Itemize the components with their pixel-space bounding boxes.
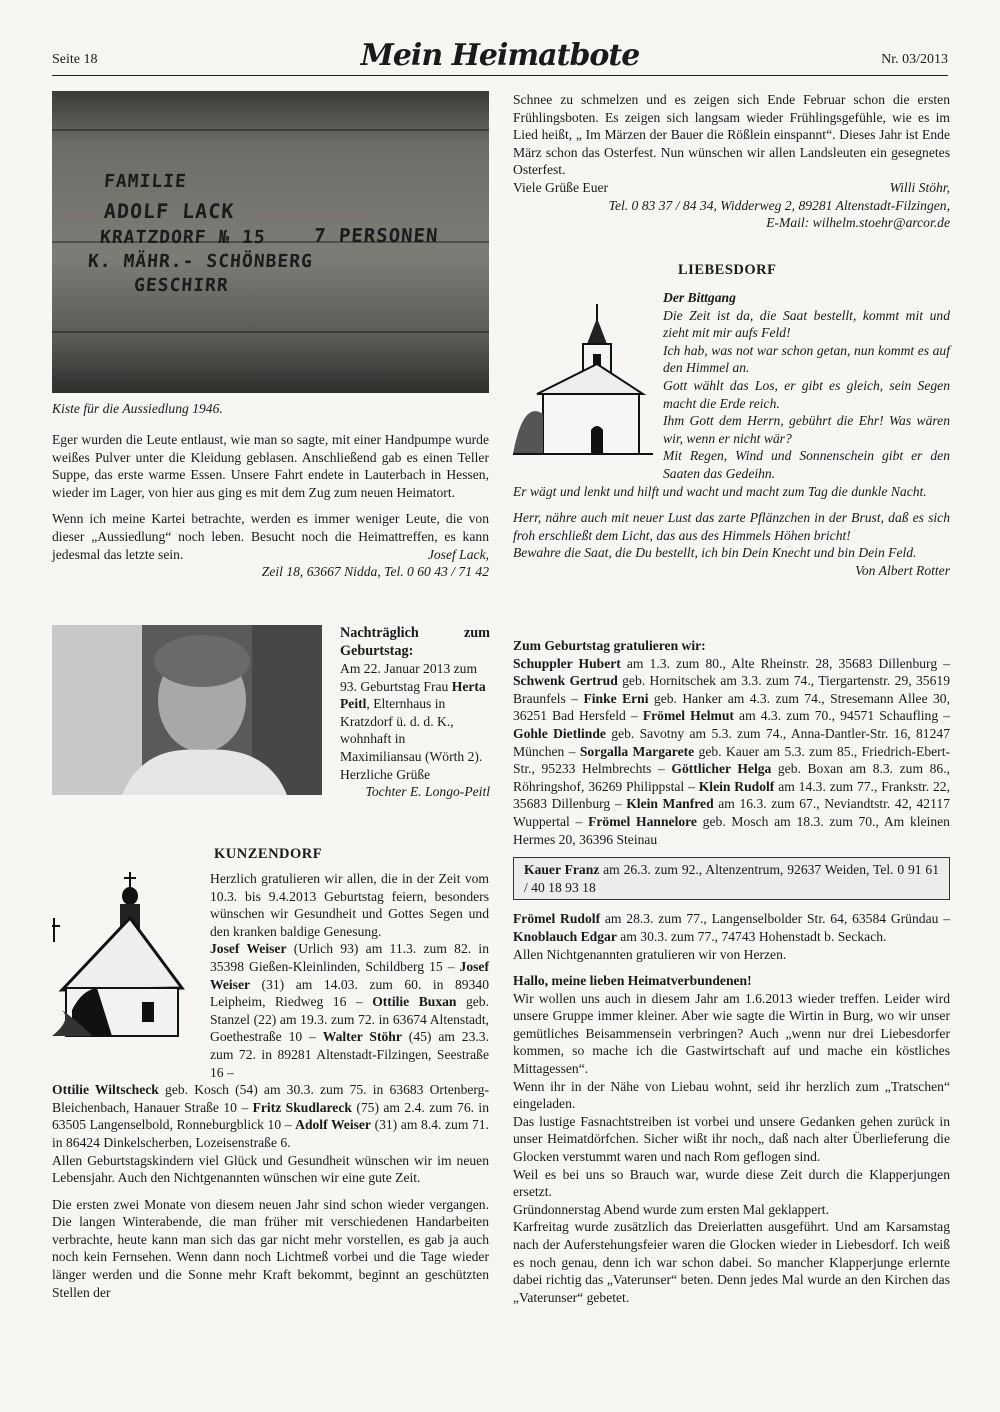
author-signature: Josef Lack,	[427, 546, 489, 562]
newspaper-title: Mein Heimatbote	[360, 38, 640, 73]
issue-number: Nr. 03/2013	[881, 52, 948, 67]
poem-line: Bewahre die Saat, die Du bestellt, ich bin Dein Knecht und bin Dein Feld.	[513, 545, 917, 561]
crate-line: ADOLF LACK	[103, 199, 236, 223]
crate-line: GESCHIRR	[133, 275, 230, 296]
kunzendorf-birthdays-cont: Ottilie Wiltscheck geb. Kosch (54) am 30.3. zum 75. in 63683 Ortenberg-Bleichenbach, Hanauer Straße 10 – Fritz Skudlareck (75) am 2.4. zum 76. in 63505 Langenselbold, Ronneburgblick 10 – Adolf Weiser (31) am 8.4. zum 71. in 86424 Dinkelscherben, Lozeisenstraße 6.	[52, 1082, 490, 1150]
article-paragraph: Eger wurden die Leute entlaust, wie man so sagte, mit einer Handpumpe wurde weißes Pulver unter die Kleidung geblasen. Anschließend gab es einen Teller Suppe, das erste warme Essen. Unsere Fahrt endete in Lauterbach in Hessen, wieder im Lager, von hier aus ging es mit dem Zug zum neuen Heimatort.	[52, 432, 489, 500]
author-address: Zeil 18, 63667 Nidda, Tel. 0 60 43 / 71 42	[261, 564, 489, 580]
kunzendorf-wish: Allen Geburtstagskindern viel Glück und Gesundheit wünschen wir im neuen Lebensjahr. Auch den Nichtgenannten wünschen wir eine gute Zeit.	[52, 1152, 489, 1186]
poem-line: Er wägt und lenkt und hilft und wacht und macht zum Tag die dunkle Nacht.	[513, 483, 927, 499]
birthday-list-title: Zum Geburtstag gratulieren wir:	[513, 638, 706, 653]
birthday-list-end: Allen Nichtgenannten gratulieren wir von Herzen.	[513, 946, 787, 962]
section-title-kunzendorf: KUNZENDORF	[214, 846, 323, 862]
crate-line: KRATZDORF № 15	[99, 227, 267, 248]
hallo-paragraph: Das lustige Fasnachtstreiben ist vorbei und unsere Gedanken gehen zurück in unser Heimatdörfchen. Sicher wißt ihr noch„ daß nach alter Überlieferung die Glocken verstummt waren und nach Rom geflogen sind.	[513, 1113, 950, 1165]
article-paragraph: Wenn ich meine Kartei betrachte, werden es immer weniger Leute, die von dieser „Aussiedlung“ noch leben. Besucht noch die Heimattreffen, es kann jedesmal das letzte sein. Josef Lack,	[52, 511, 489, 562]
crate-photo	[52, 91, 489, 393]
poem-line: Herr, nähre auch mit neuer Lust das zarte Pflänzchen in der Brust, daß es sich froh erschließt dem Licht, das aus des Himmels Höhen bricht!	[513, 510, 950, 543]
header-rule	[52, 75, 948, 76]
page-number: Seite 18	[52, 52, 98, 67]
birthday-list-cont: Frömel Rudolf am 28.3. zum 77., Langenselbolder Str. 64, 63584 Gründau – Knoblauch Edgar am 30.3. zum 77., 74743 Hohenstadt b. Seckach.	[513, 911, 950, 944]
birthday-list: Schuppler Hubert am 1.3. zum 80., Alte Rheinstr. 28, 35683 Dillenburg – Schwenk Gertrud geb. Hornitschek am 3.3. zum 74., Tiergartenstr. 29, 35619 Braunfels – Finke Erni geb. Hanker am 4.3. zum 74., Stresemann Allee 30, 36251 Bad Hersfeld – Frömel Helmut am 4.3. zum 70., 94571 Schaufling – Gohle Dietlinde geb. Savotny am 5.3. zum 74., Anna-Dantler-Str. 16, 81247 München – Sorgalla Margarete geb. Kauer am 5.3. zum 85., Friedrich-Ebert-Str., 95233 Helmbrechts – Göttlicher Helga geb. Boxan am 8.3. zum 86., Röhringshof, 36269 Philippstal – Klein Rudolf am 14.3. zum 77., Frankstr. 22, 35683 Dillenburg – Klein Manfred am 16.3. zum 67., Neviandtstr. 42, 42117 Wuppertal – Frömel Hannelore geb. Mosch am 18.3. zum 70., Am kleinen Hermes 20, 36396 Steinau	[513, 655, 951, 847]
hallo-paragraph: Wir wollen uns auch in diesem Jahr am 1.6.2013 wieder treffen. Leider wird unsere Gruppe immer kleiner. Aber wie sagte die Wirtin in Burg, wo wir unser gemütliches Beisammensein verbringen? Auch „wenn nur drei Liebesdorfer kommen, so mache ich die Gastwirtschaft auf und mache ein köstliches Mittagessen“.	[513, 990, 950, 1077]
hallo-paragraph: Wenn ihr in der Nähe von Liebau wohnt, seid ihr herzlich zum „Tratschen“ eingeladen.	[513, 1078, 950, 1112]
kunzendorf-birthdays: Josef Weiser (Urlich 93) am 11.3. zum 82. in 35398 Gießen-Kleinlinden, Schildberg 15 – Josef Weiser (31) am 14.03. zum 60. in 89340 Leipheim, Riedweg 16 – Ottilie Buxan geb. Stanzel (22) am 19.3. zum 72. in 63674 Altenstadt, Goethestraße 10 – Walter Stöhr (45) am 23.3. zum 72. in 89281 Altenstadt-Filzingen, Seestraße 16 –	[210, 941, 490, 1080]
article-paragraph: Die ersten zwei Monate von diesem neuen Jahr sind schon wieder vergangen. Die langen Winterabende, die man früher mit verschiedenen Handarbeiten verbrachte, heute kann man sich das gar nicht mehr vorstellen, es gab ja auch noch kein Fernsehen. Wenn dann noch Lichtmeß vorbei und die Tage wieder länger werden und die Sonne mehr Kraft bekommt, beginnt an geschützten Stellen der	[52, 1196, 489, 1300]
birthday-text: Am 22. Januar 2013 zum 93. Geburtstag Frau Herta Peitl, Elternhaus in Kratzdorf ü. d. d. K., wohnhaft in Maximiliansau (Wörth 2). Herzliche Grüße	[340, 661, 486, 782]
portrait-photo	[52, 625, 322, 795]
hallo-title: Hallo, meine lieben Heimatverbundenen!	[513, 973, 752, 989]
poem-title: Der Bittgang	[663, 290, 736, 305]
birthday-signature: Tochter E. Longo-Peitl	[365, 784, 490, 800]
crate-line: K. MÄHR.- SCHÖNBERG	[87, 251, 314, 272]
poem-author: Von Albert Rotter	[855, 562, 950, 578]
poem-line: Ich hab, was not war schon getan, nun kommt es auf den Himmel an.	[663, 342, 950, 376]
greeting: Viele Grüße Euer Willi Stöhr,	[513, 179, 950, 195]
hallo-paragraph: Weil es bei uns so Brauch war, wurde diese Zeit durch die Klapperjungen ersetzt.	[513, 1166, 950, 1200]
article-paragraph: Schnee zu schmelzen und es zeigen sich Ende Februar schon die ersten Frühlingsboten. Es zeigen sich langsam wieder Frühlingsgefühle, wie es im Lied heißt, „ Im Märzen der Bauer die Rößlein einspannt“. Dieses Jahr ist Ende März schon das Osterfest. Nun wünschen wir allen Landsleuten ein gesegnetes Osterfest.	[513, 92, 950, 178]
kunzendorf-intro: Herzlich gratulieren wir allen, die in der Zeit vom 10.3. bis 9.4.2013 Geburtstag feiern, besonders wünschen wir Gesundheit und Gottes Segen und den kranken baldige Genesung.	[210, 871, 489, 939]
poem-line: Ihm Gott dem Herrn, gebührt die Ehr! Was wären wir, wenn er nicht wär?	[663, 413, 950, 446]
birthday-title: Nachträglich zum Geburtstag:	[340, 625, 490, 659]
greeting-email: E-Mail: wilhelm.stoehr@arcor.de	[766, 215, 950, 231]
crate-line: FAMILIE	[103, 171, 188, 192]
greeting-address: Tel. 0 83 37 / 84 34, Widderweg 2, 89281 Altenstadt-Filzingen,	[608, 197, 950, 213]
crate-caption: Kiste für die Aussiedlung 1946.	[52, 401, 223, 416]
poem-line: Gott wählt das Los, er gibt es gleich, sein Segen macht die Erde reich.	[663, 377, 950, 411]
section-title-liebesdorf: LIEBESDORF	[678, 262, 777, 278]
crate-line: 7 PERSONEN	[313, 225, 440, 247]
poem-line: Die Zeit ist da, die Saat bestellt, kommt mit und zieht mit mir aufs Feld!	[663, 307, 950, 341]
hallo-paragraph: Gründonnerstag Abend wurde zum ersten Mal geklappert.	[513, 1201, 829, 1217]
hallo-paragraph: Karfreitag wurde zusätzlich das Dreierlatten ausgeführt. Und am Karsamstag nach der Auferstehungsfeier waren die Glocken wieder in Liebesdorf. Ich weiß es noch genau, denn ich war schon dabei. So mancher Klapperjunge erlernte dabei richtig das „Vaterunser“ beten. Denn jedes Mal wurde an den Kirchen das „Vaterunser“ gebetet.	[513, 1219, 950, 1305]
highlight-box: Kauer Franz am 26.3. zum 92., Altenzentrum, 92637 Weiden, Tel. 0 91 61 / 40 18 93 18	[513, 857, 950, 900]
poem-line: Mit Regen, Wind und Sonnenschein gibt er den Saaten das Gedeihn.	[663, 448, 950, 481]
